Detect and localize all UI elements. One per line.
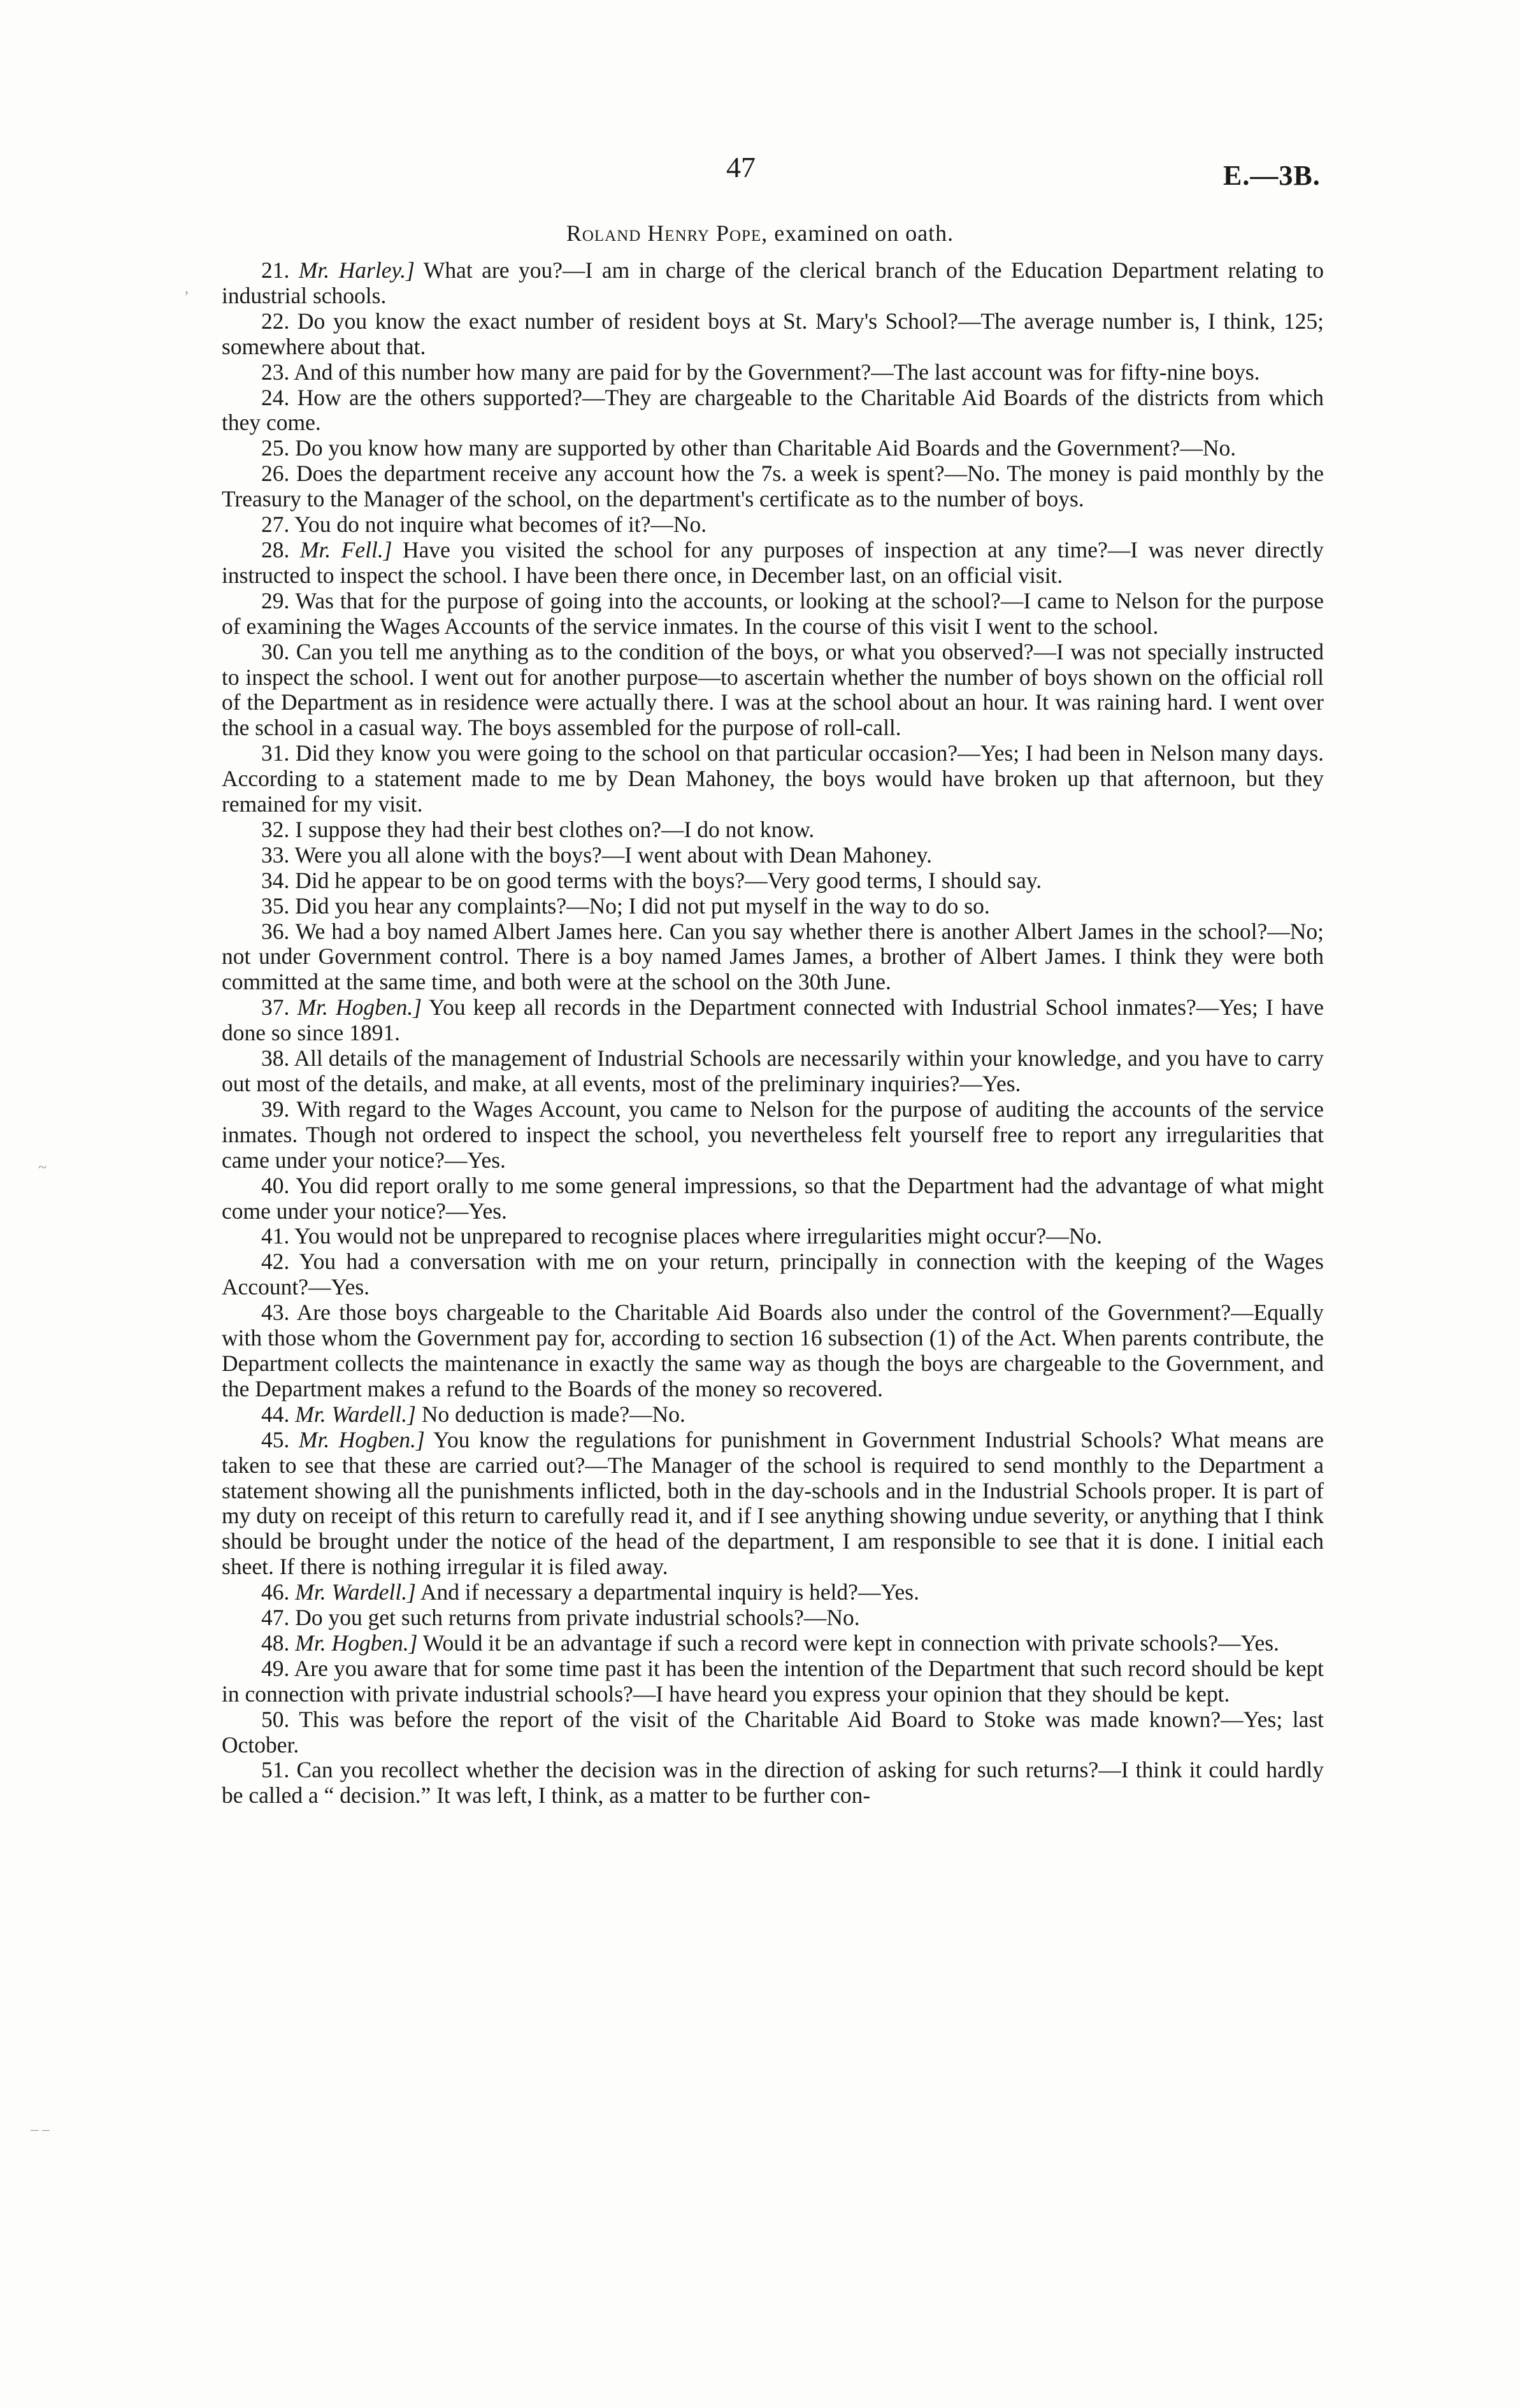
- question-answer-text: And of this number how many are paid for by the Government?—The last account was for fifty-nine boys.: [294, 359, 1260, 385]
- question-answer-text: And if necessary a departmental inquiry is held?—Yes.: [420, 1579, 919, 1605]
- evidence-paragraph: [222, 1173, 1324, 1224]
- evidence-paragraph: [222, 1097, 1324, 1173]
- question-answer-text: Can you recollect whether the decision was in the direction of asking for such returns?—I think it could hardly be called a “ decision.” It was left, I think, as a matter to be further con-: [222, 1757, 1324, 1809]
- question-number: 48.: [261, 1630, 290, 1656]
- question-number: 26.: [261, 461, 290, 487]
- question-number: 33.: [261, 842, 290, 868]
- question-answer-text: Was that for the purpose of going into the accounts, or looking at the school?—I came to Nelson for the purpose of examining the Wages Accounts of the service inmates. In the course of this visit I went to the school.: [222, 587, 1324, 639]
- question-number: 44.: [261, 1401, 290, 1427]
- question-answer-text: Are those boys chargeable to the Charitable Aid Boards also under the control of the Government?—Equally with those whom the Government pay for, according to section 16 subsection (1) of the Act. When parents contribute, the Department collects the maintenance in exactly the same way as though the boys are chargeable to the Government, and the Department makes a refund to the Boards of the money so recovered.: [222, 1300, 1324, 1401]
- question-answer-text: You keep all records in the Department connected with Industrial School inmates?—Yes; I have done so since 1891.: [222, 994, 1324, 1046]
- margin-stroke-mark: ~: [38, 1159, 47, 1176]
- question-number: 37.: [261, 994, 290, 1021]
- question-number: 42.: [261, 1249, 290, 1275]
- question-answer-text: Did he appear to be on good terms with the boys?—Very good terms, I should say.: [295, 867, 1042, 893]
- witness-name: Roland Henry Pope: [566, 220, 762, 246]
- question-answer-text: You do not inquire what becomes of it?—No.: [294, 512, 707, 538]
- page-number: 47: [726, 151, 756, 183]
- question-number: 36.: [261, 918, 290, 944]
- question-number: 50.: [261, 1706, 290, 1732]
- evidence-paragraph: [222, 995, 1324, 1046]
- question-number: 45.: [261, 1426, 290, 1452]
- evidence-paragraph: [222, 1605, 1324, 1631]
- evidence-paragraph: [222, 1224, 1324, 1249]
- evidence-paragraph: [222, 512, 1324, 538]
- question-answer-text: Did they know you were going to the school on that particular occasion?—Yes; I had been in Nelson many days. According to a statement made to me by Dean Mahoney, the boys would have broken up that afternoon, but they remained for my visit.: [222, 740, 1324, 817]
- question-number: 32.: [261, 816, 290, 842]
- evidence-paragraph: [222, 360, 1324, 385]
- evidence-paragraph: [222, 868, 1324, 894]
- question-answer-text: All details of the management of Industrial Schools are necessarily within your knowledge, and you have to carry out most of the details, and make, at all events, most of the preliminary inquiries?—Yes.: [222, 1045, 1324, 1096]
- question-answer-text: You had a conversation with me on your return, principally in connection with the keeping of the Wages Account?—Yes.: [222, 1249, 1324, 1300]
- questioner-name: Mr. Wardell.]: [295, 1401, 416, 1427]
- question-number: 25.: [261, 435, 290, 461]
- evidence-paragraph: [222, 1249, 1324, 1300]
- question-answer-text: With regard to the Wages Account, you came to Nelson for the purpose of auditing the accounts of the service inmates. Though not ordered to inspect the school, you nevertheless felt yourself free to report any irregularities that came under your notice?—Yes.: [222, 1096, 1324, 1173]
- document-reference: E.—3B.: [1223, 160, 1321, 191]
- question-number: 34.: [261, 867, 290, 893]
- question-answer-text: What are you?—I am in charge of the clerical branch of the Education Department relating to industrial schools.: [222, 257, 1324, 308]
- evidence-paragraph: [222, 1046, 1324, 1097]
- question-answer-text: Does the department receive any account how the 7s. a week is spent?—No. The money is paid monthly by the Treasury to the Manager of the school, on the department's certificate as to the number of boys.: [222, 461, 1324, 512]
- question-answer-text: Would it be an advantage if such a record were kept in connection with private schools?—Yes.: [422, 1630, 1279, 1656]
- evidence-paragraph: [222, 640, 1324, 742]
- evidence-paragraph: [222, 258, 1324, 309]
- evidence-paragraph: [222, 1300, 1324, 1402]
- question-answer-text: This was before the report of the visit of the Charitable Aid Board to Stoke was made known?—Yes; last October.: [222, 1706, 1324, 1758]
- questioner-name: Mr. Fell.]: [299, 536, 392, 563]
- question-number: 22.: [261, 308, 290, 334]
- evidence-paragraph: [222, 894, 1324, 919]
- question-number: 43.: [261, 1300, 290, 1326]
- question-number: 29.: [261, 587, 290, 613]
- margin-dash-mark: – –: [31, 2121, 50, 2138]
- question-answer-text: Can you tell me anything as to the condition of the boys, or what you observed?—I was not specially instructed to inspect the school. I went out for another purpose—to ascertain whether the number of boys shown on the official roll of the Department as in residence were actually there. I was at the school about an hour. It was raining hard. I went over the school in a casual way. The boys assembled for the purpose of roll-call.: [222, 638, 1324, 741]
- question-answer-text: Do you know the exact number of resident boys at St. Mary's School?—The average number is, I think, 125; somewhere about that.: [222, 308, 1324, 359]
- evidence-paragraph: [222, 843, 1324, 868]
- question-number: 47.: [261, 1605, 290, 1631]
- question-number: 30.: [261, 638, 290, 664]
- evidence-paragraph: [222, 1656, 1324, 1707]
- evidence-body: [222, 258, 1324, 1809]
- evidence-paragraph: [222, 1580, 1324, 1605]
- question-number: 23.: [261, 359, 290, 385]
- evidence-paragraph: [222, 538, 1324, 589]
- questioner-name: Mr. Hogben.]: [298, 1426, 425, 1452]
- question-number: 31.: [261, 740, 290, 766]
- question-answer-text: Do you get such returns from private industrial schools?—No.: [295, 1605, 860, 1631]
- questioner-name: Mr. Harley.]: [298, 257, 415, 283]
- question-answer-text: Are you aware that for some time past it has been the intention of the Department that such record should be kept in connection with private industrial schools?—I have heard you express your opinion that they should be kept.: [222, 1655, 1324, 1707]
- question-answer-text: You know the regulations for punishment in Government Industrial Schools? What means are taken to see that these are carried out?—The Manager of the school is required to send monthly to the Department a statement showing all the punishments inflicted, both in the day-schools and in the Industrial Schools proper. It is part of my duty on receipt of this return to carefully read it, and if I see anything showing undue severity, or anything that I think should be brought under the notice of the head of the department, I am responsible to see that it is done. I initial each sheet. If there is nothing irregular it is filed away.: [222, 1426, 1324, 1580]
- question-answer-text: I suppose they had their best clothes on?—I do not know.: [295, 816, 815, 842]
- question-number: 39.: [261, 1096, 290, 1122]
- witness-suffix: , examined on oath.: [761, 220, 954, 246]
- questioner-name: Mr. Wardell.]: [295, 1579, 416, 1605]
- question-number: 41.: [261, 1223, 290, 1249]
- question-answer-text: No deduction is made?—No.: [421, 1401, 685, 1427]
- question-number: 24.: [261, 384, 290, 410]
- question-number: 27.: [261, 512, 290, 538]
- evidence-paragraph: [222, 436, 1324, 461]
- margin-tick-mark: ,: [185, 280, 189, 297]
- question-answer-text: Did you hear any complaints?—No; I did not put myself in the way to do so.: [295, 892, 990, 919]
- question-answer-text: How are the others supported?—They are chargeable to the Charitable Aid Boards of the districts from which they come.: [222, 384, 1324, 436]
- question-answer-text: Were you all alone with the boys?—I went about with Dean Mahoney.: [294, 842, 933, 868]
- question-number: 40.: [261, 1172, 290, 1198]
- evidence-paragraph: [222, 1631, 1324, 1656]
- question-answer-text: You would not be unprepared to recognise places where irregularities might occur?—No.: [294, 1223, 1103, 1249]
- evidence-paragraph: [222, 817, 1324, 843]
- evidence-paragraph: [222, 919, 1324, 996]
- question-number: 46.: [261, 1579, 290, 1605]
- question-number: 49.: [261, 1655, 290, 1681]
- evidence-paragraph: [222, 1428, 1324, 1580]
- question-number: 51.: [261, 1757, 290, 1783]
- evidence-paragraph: [222, 1402, 1324, 1428]
- evidence-paragraph: [222, 461, 1324, 512]
- question-number: 28.: [261, 536, 290, 563]
- question-answer-text: Do you know how many are supported by other than Charitable Aid Boards and the Government?—No.: [295, 435, 1237, 461]
- question-answer-text: Have you visited the school for any purposes of inspection at any time?—I was never directly instructed to inspect the school. I have been there once, in December last, on an official visit.: [222, 536, 1324, 588]
- question-number: 21.: [261, 257, 290, 283]
- questioner-name: Mr. Hogben.]: [297, 994, 422, 1021]
- evidence-paragraph: [222, 1707, 1324, 1758]
- questioner-name: Mr. Hogben.]: [295, 1630, 418, 1656]
- evidence-paragraph: [222, 385, 1324, 436]
- question-answer-text: You did report orally to me some general impressions, so that the Department had the advantage of what might come under your notice?—Yes.: [222, 1172, 1324, 1224]
- question-number: 38.: [261, 1045, 290, 1071]
- witness-heading: [0, 220, 1520, 247]
- evidence-paragraph: [222, 589, 1324, 640]
- evidence-paragraph: [222, 1758, 1324, 1809]
- evidence-paragraph: [222, 309, 1324, 360]
- evidence-paragraph: [222, 741, 1324, 817]
- question-answer-text: We had a boy named Albert James here. Can you say whether there is another Albert James in the school?—No; not under Government control. There is a boy named James James, a brother of Albert James. I think they were both committed at the same time, and both were at the school on the 30th June.: [222, 918, 1324, 995]
- question-number: 35.: [261, 892, 290, 919]
